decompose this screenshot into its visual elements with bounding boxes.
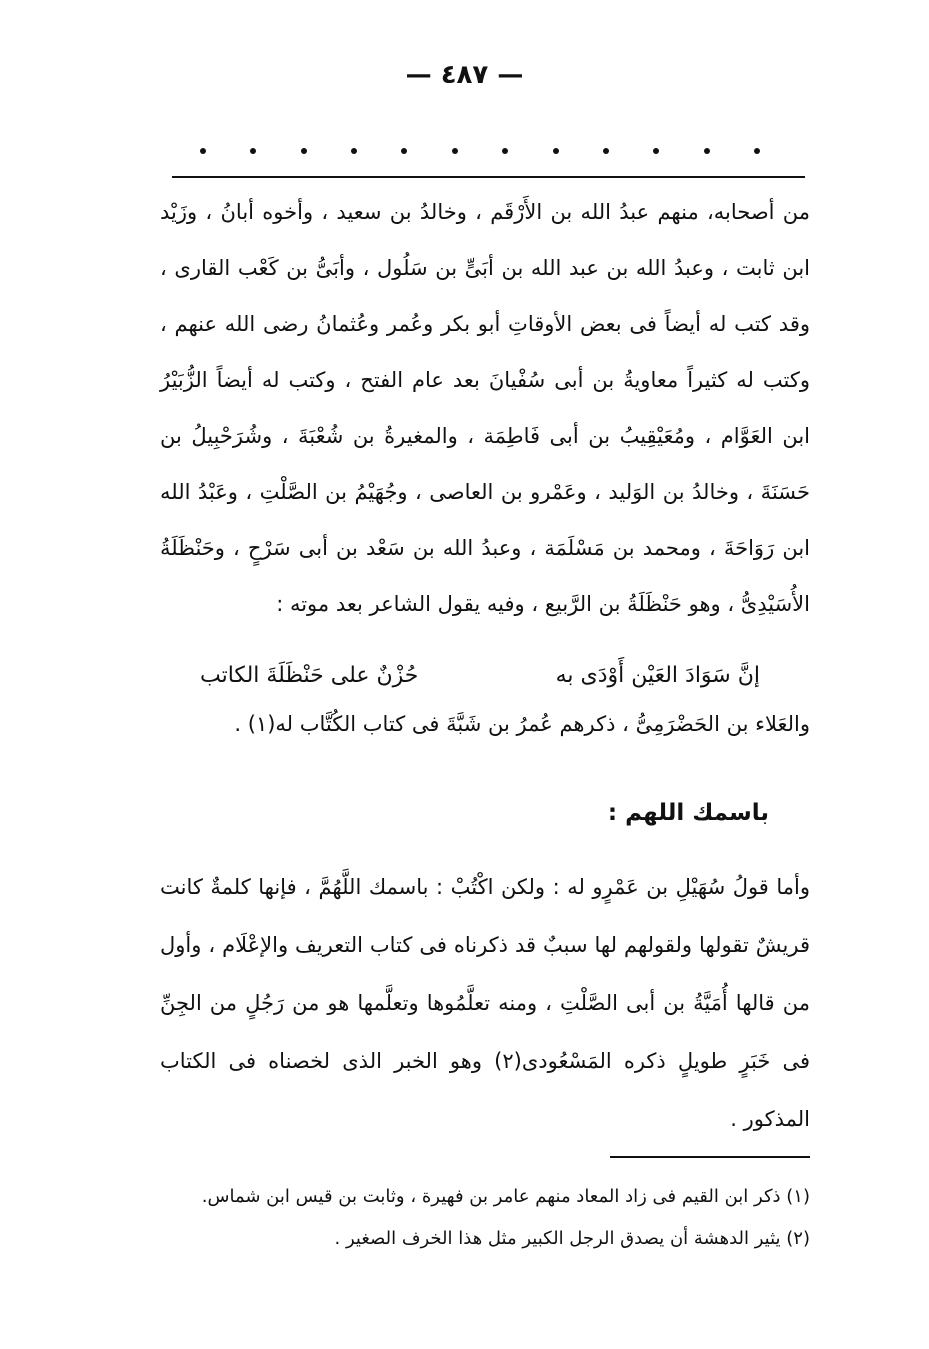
- main-paragraph: [160, 184, 810, 632]
- ornament-dot: [250, 148, 256, 154]
- ornament-dot: [502, 148, 508, 154]
- ornamental-dots: [200, 148, 760, 154]
- header-rule: [172, 176, 805, 178]
- paragraph-bismika: وأما قولُ سُهَيْلِ بن عَمْرٍو له : ولكن اكْتُبْ : باسمك اللَّهُمَّ ، فإنها كلمةٌ كانت قريشٌ تقولها ولقولهم لها سببٌ قد ذكرناه فى كتاب التعريف والإعْلَام ، وأول من قالها أُمَيَّةُ بن أبى الصَّلْتِ ، ومنه تعلَّمُوها وتعلَّمها هو من رَجُلٍ من الجِنِّ فى خَبَرٍ طويلٍ ذكره المَسْعُودى(٢) وهو الخبر الذى لخصناه فى الكتاب المذكور .: [160, 875, 810, 1131]
- section-heading: باسمك اللهم :: [607, 800, 769, 826]
- ornament-dot: [301, 148, 307, 154]
- verse-first-hemistich: إنَّ سَوَادَ العَيْن أَوْدَى به: [555, 663, 760, 688]
- ornament-dot: [351, 148, 357, 154]
- footnote-2: (٢) يثير الدهشة أن يصدق الرجل الكبير مثل هذا الخرف الصغير .: [334, 1228, 810, 1249]
- verse-second-hemistich: حُزْنٌ على حَنْظَلَةَ الكاتب: [200, 663, 419, 688]
- paragraph-continuation: والعَلاء بن الحَضْرَمِىُّ ، ذكرهم عُمرُ بن شَبَّةَ فى كتاب الكُتَّاب له(١) .: [234, 712, 810, 736]
- footnotes: [160, 1176, 810, 1260]
- footnote-1: (١) ذكر ابن القيم فى زاد المعاد منهم عامر بن فهيرة ، وثابت بن قيس ابن شماس.: [201, 1186, 810, 1207]
- ornament-dot: [200, 148, 206, 154]
- ornament-dot: [603, 148, 609, 154]
- page-number: — ٤٨٧ —: [405, 60, 524, 90]
- ornament-dot: [653, 148, 659, 154]
- ornament-dot: [553, 148, 559, 154]
- footnote-rule: [610, 1156, 810, 1158]
- ornament-dot: [401, 148, 407, 154]
- paragraph-scribes: من أصحابه، منهم عبدُ الله بن الأَرْقَم ، وخالدُ بن سعيد ، وأخوه أبانُ ، وزَيْد ابن ثابت ، وعبدُ الله بن عبد الله بن أبَىٍّ بن سَلُول ، وأبَىُّ بن كَعْب القارى ، وقد كتب له أيضاً فى بعض الأوقاتِ أبو بكر وعُمر وعُثمانُ رضى الله عنهم ، وكتب له كثيراً معاويةُ بن أبى سُفْيانَ بعد عام الفتح ، وكتب له أيضاً الزُّبَيْرُ ابن العَوَّام ، ومُعَيْقِيبُ بن أبى فَاطِمَة ، والمغيرةُ بن شُعْبَةَ ، وشُرَحْبِيلُ بن حَسَنَةَ ، وخالدُ بن الوَليد ، وعَمْرو بن العاصى ، وجُهَيْمُ بن الصَّلْتِ ، وعَبْدُ الله ابن رَوَاحَةَ ، ومحمد بن مَسْلَمَة ، وعبدُ الله بن سَعْد بن أبى سَرْحٍ ، وحَنْظَلَةُ الأُسَيْدِىُّ ، وهو حَنْظَلَةُ بن الرَّبيع ، وفيه يقول الشاعر بعد موته :: [160, 200, 810, 616]
- ornament-dot: [704, 148, 710, 154]
- ornament-dot: [452, 148, 458, 154]
- ornament-dot: [754, 148, 760, 154]
